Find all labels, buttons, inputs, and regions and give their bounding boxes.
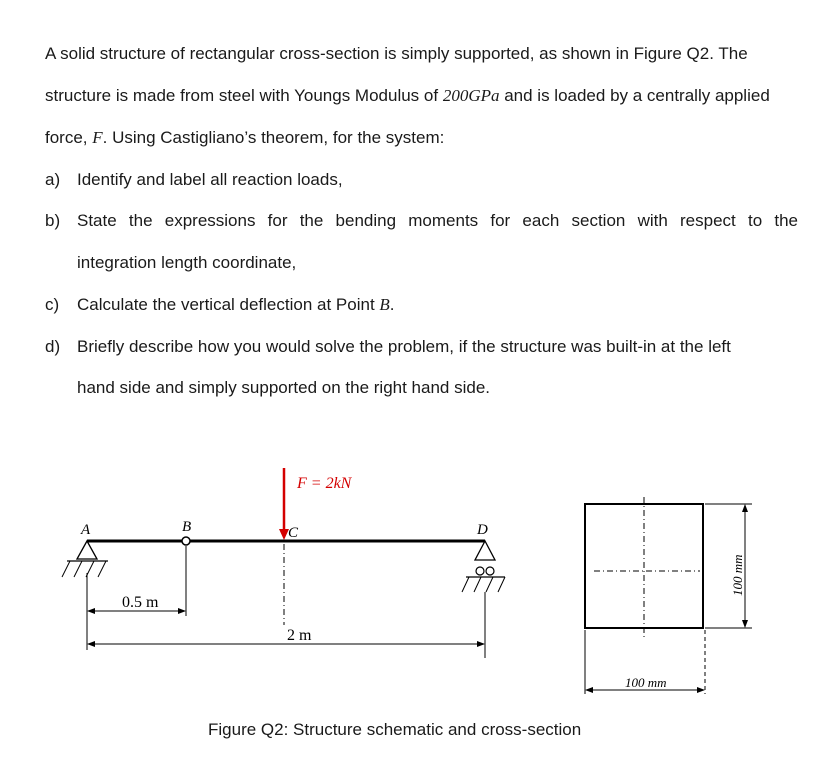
dim-ab-label: 0.5 m xyxy=(122,594,159,611)
part-d-text-2: hand side and simply supported on the right hand side. xyxy=(77,378,490,397)
point-a-label: A xyxy=(81,522,91,538)
force-symbol: F xyxy=(92,128,103,147)
pin-support-a xyxy=(62,541,108,577)
question-line-1: A solid structure of rectangular cross-section is simply supported, as shown in Figure Q2. The xyxy=(45,44,748,63)
point-b-label: B xyxy=(182,519,192,535)
force-label: F = 2kN xyxy=(297,475,352,492)
part-d-label: d) xyxy=(45,337,61,356)
question-line-3: force, F. Using Castigliano’s theorem, for the system: xyxy=(45,128,445,147)
question-line-2: structure is made from steel with Youngs Modulus of 200GPa and is loaded by a centrally applied xyxy=(45,86,770,105)
section-width-label: 100 mm xyxy=(625,675,667,690)
part-b-label: b) xyxy=(45,211,61,230)
part-a-text: Identify and label all reaction loads, xyxy=(77,170,343,189)
point-d-label: D xyxy=(477,522,488,538)
part-a-label: a) xyxy=(45,170,61,189)
youngs-modulus-value: 200GPa xyxy=(442,86,500,105)
section-height-label: 100 mm xyxy=(730,554,745,596)
force-arrow xyxy=(279,468,289,540)
dim-ad-label: 2 m xyxy=(287,627,312,644)
roller-support-d xyxy=(462,541,505,592)
part-b-text-1: State the expressions for the bending moments for each section with respect to the xyxy=(77,211,798,230)
part-b-text-2: integration length coordinate, xyxy=(77,253,297,272)
part-d-text-1: Briefly describe how you would solve the problem, if the structure was built-in at the left xyxy=(77,337,731,356)
hinge-b xyxy=(182,537,190,545)
figure-caption: Figure Q2: Structure schematic and cross-section xyxy=(208,720,582,739)
part-c-label: c) xyxy=(45,295,60,314)
part-c-text: Calculate the vertical deflection at Point B. xyxy=(77,295,395,314)
point-c-label: C xyxy=(288,525,299,541)
